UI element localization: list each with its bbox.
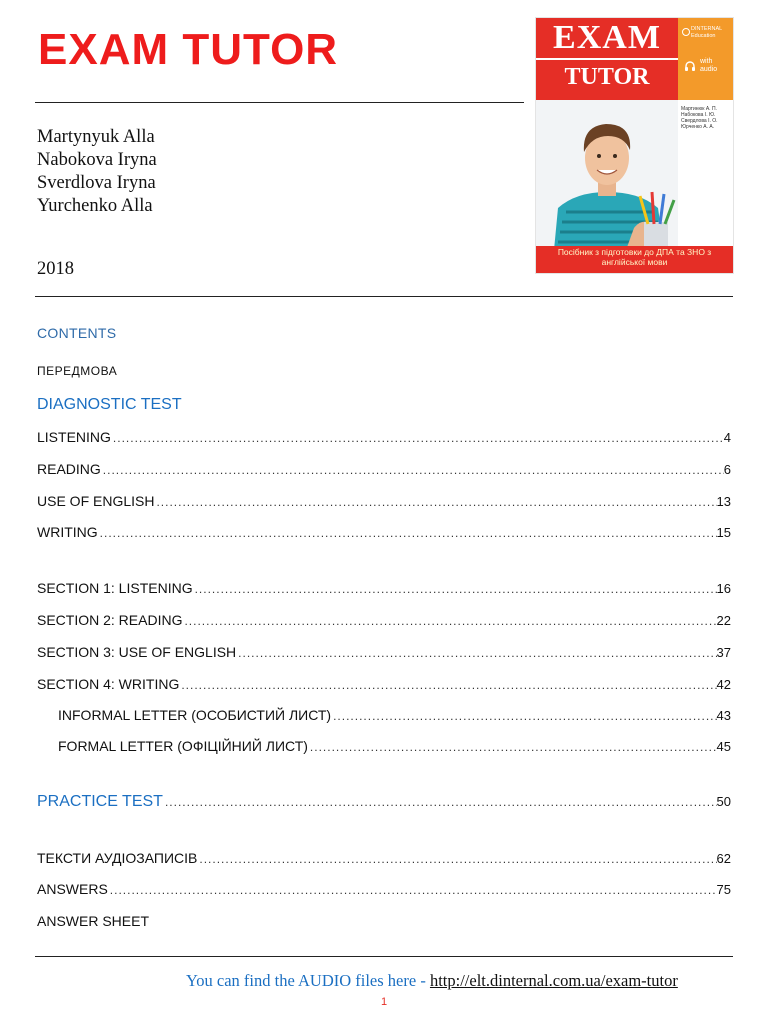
- toc-entry-label: READING: [37, 461, 101, 477]
- cover-divider: [536, 58, 678, 60]
- toc-entry-label: WRITING: [37, 524, 98, 540]
- header-divider: [35, 296, 733, 297]
- student-photo: [536, 100, 678, 250]
- toc-page-number: 37: [716, 645, 731, 660]
- cover-author: Набокова І. Ю.: [681, 112, 716, 118]
- toc-entry-answer-sheet[interactable]: ANSWER SHEET: [37, 913, 150, 929]
- footer-text: You can find the AUDIO files here -: [186, 971, 430, 990]
- audio-footer: [186, 971, 678, 991]
- toc-entry-label: PRACTICE TEST: [37, 793, 163, 810]
- toc-entry-listening[interactable]: [37, 429, 731, 449]
- cover-author: Свердлова І. О.: [681, 118, 718, 124]
- toc-entry-label: INFORMAL LETTER (ОСОБИСТИЙ ЛИСТ): [58, 707, 332, 723]
- toc-leader: [111, 431, 724, 445]
- toc-page-number: 22: [716, 613, 731, 628]
- book-cover-image: [536, 18, 733, 273]
- author-name: Nabokova Iryna: [37, 150, 157, 170]
- cover-author: Мартинюк А. П.: [681, 106, 717, 112]
- publication-year: 2018: [37, 259, 74, 279]
- toc-leader: [108, 883, 717, 897]
- toc-leader: [331, 709, 716, 723]
- toc-entry-section-1[interactable]: [37, 580, 731, 600]
- author-name: Yurchenko Alla: [37, 196, 153, 216]
- toc-entry-use-of-english[interactable]: [37, 493, 731, 513]
- toc-leader: [101, 463, 724, 477]
- toc-entry-section-3[interactable]: [37, 644, 731, 664]
- toc-entry-label: ТЕКСТИ АУДІОЗАПИСІВ: [37, 850, 198, 866]
- cover-exam-text: EXAM: [553, 19, 661, 56]
- title-divider: [35, 102, 524, 103]
- cover-authors: [681, 106, 733, 130]
- toc-entry-label: SECTION 3: USE OF ENGLISH: [37, 644, 237, 660]
- cover-audio-label: with audio: [700, 58, 718, 73]
- toc-entry-label: LISTENING: [37, 429, 111, 445]
- headphones-icon: [684, 60, 696, 72]
- toc-entry-practice-test[interactable]: [37, 793, 731, 813]
- author-list: [37, 126, 157, 218]
- contents-heading: CONTENTS: [37, 325, 117, 341]
- toc-page-number: 6: [723, 462, 731, 477]
- toc-page-number: 16: [716, 581, 731, 596]
- author-name: Sverdlova Iryna: [37, 173, 156, 193]
- toc-leader: [154, 495, 716, 509]
- toc-page-number: 50: [716, 794, 731, 809]
- toc-entry-writing[interactable]: [37, 524, 731, 544]
- cover-tutor-text: TUTOR: [564, 64, 650, 90]
- cover-author: Юрченко А. А.: [681, 124, 715, 130]
- toc-entry-reading[interactable]: [37, 461, 731, 481]
- toc-entry-section-4[interactable]: [37, 676, 731, 696]
- cover-caption: Посібник з підготовки до ДПА та ЗНО з англійської мови: [557, 247, 712, 267]
- toc-page-number: 45: [716, 739, 731, 754]
- toc-preface[interactable]: ПЕРЕДМОВА: [37, 364, 118, 378]
- toc-leader: [236, 646, 716, 660]
- toc-leader: [98, 526, 717, 540]
- toc-entry-label: SECTION 4: WRITING: [37, 676, 180, 692]
- toc-entry-audio-scripts[interactable]: [37, 850, 731, 870]
- toc-entry-answers[interactable]: [37, 881, 731, 901]
- toc-leader: [179, 678, 716, 692]
- author-name: Martynyuk Alla: [37, 127, 155, 147]
- document-title: EXAM TUTOR: [38, 25, 339, 74]
- toc-page-number: 4: [723, 430, 731, 445]
- toc-page-number: 62: [716, 851, 731, 866]
- toc-leader: [182, 614, 716, 628]
- toc-entry-formal-letter[interactable]: [58, 738, 731, 758]
- toc-leader: [193, 582, 717, 596]
- toc-entry-informal-letter[interactable]: [58, 707, 731, 727]
- toc-page-number: 43: [716, 708, 731, 723]
- toc-entry-label: SECTION 1: LISTENING: [37, 580, 193, 596]
- toc-page-number: 75: [716, 882, 731, 897]
- toc-page-number: 42: [716, 677, 731, 692]
- toc-leader: [163, 795, 717, 809]
- audio-files-link[interactable]: http://elt.dinternal.com.ua/exam-tutor: [429, 971, 678, 990]
- toc-entry-section-2[interactable]: [37, 612, 731, 632]
- toc-page-number: 13: [716, 494, 731, 509]
- toc-entry-label: SECTION 2: READING: [37, 612, 183, 628]
- toc-entry-label: ANSWERS: [37, 881, 108, 897]
- cover-publisher: DINTERNAL Education: [691, 26, 722, 39]
- diagnostic-test-heading[interactable]: DIAGNOSTIC TEST: [37, 396, 182, 413]
- toc-entry-label: FORMAL LETTER (ОФІЦІЙНИЙ ЛИСТ): [58, 738, 308, 754]
- toc-leader: [197, 852, 716, 866]
- page-number: 1: [380, 996, 388, 1008]
- toc-entry-label: USE OF ENGLISH: [37, 493, 155, 509]
- toc-page-number: 15: [716, 525, 731, 540]
- publisher-logo-icon: [682, 28, 690, 36]
- toc-leader: [308, 740, 717, 754]
- footer-divider: [35, 956, 733, 957]
